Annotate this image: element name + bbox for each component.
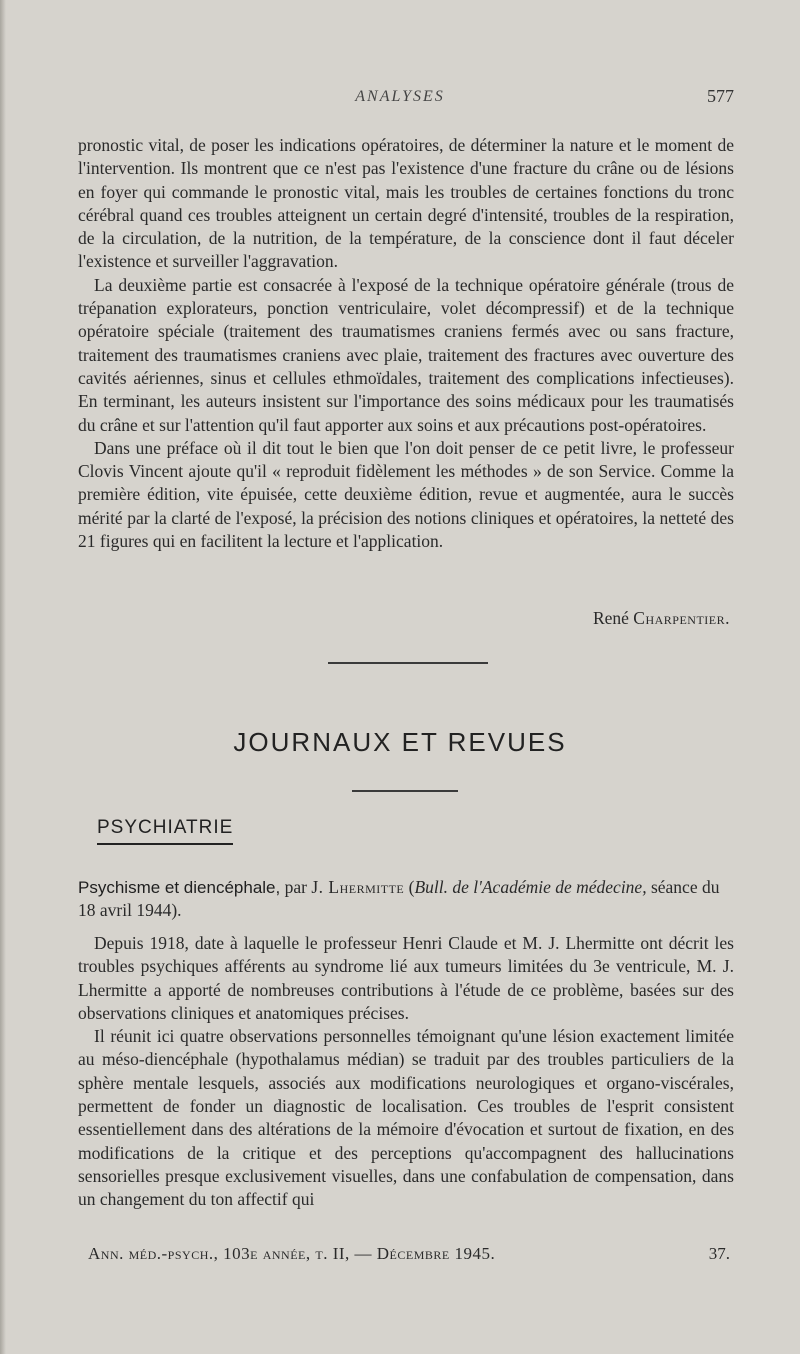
running-head-title: ANALYSES — [355, 88, 445, 105]
article-review-text — [78, 932, 734, 1212]
signature-first-name: René — [592, 608, 629, 628]
article-title: Psychisme et diencéphale, — [78, 878, 281, 897]
article-author: J. Lhermitte — [311, 877, 405, 897]
subsection-heading: PSYCHIATRIE — [97, 817, 233, 845]
article-journal: Bull. de l'Académie de médecine, — [414, 877, 647, 897]
article-paragraph: Depuis 1918, date à laquelle le professeur Henri Claude et M. J. Lhermitte ont décrit les troubles psychiques afférents au syndrome lié aux tumeurs limitées du 3e ventricule, M. J. Lhermitte a apporté de nombreuses contributions à l'étude de ce problème, basées sur des observations cliniques et anatomiques précises. — [78, 933, 734, 1023]
page-number: 577 — [707, 86, 734, 106]
article-journal-open: ( — [408, 877, 415, 897]
analysis-paragraph: La deuxième partie est consacrée à l'exposé de la technique opératoire générale (trous de trépanation explorateurs, ponction ventriculaire, volet décompressif) et de la technique opératoire spéciale (traitement des traumatismes craniens fermés avec ou sans fracture, traitement des traumatismes craniens avec plaie, traitement des fractures avec ouverture des cavités aériennes, sinus et cellules ethmoïdales, traitement des complications infectieuses). En terminant, les auteurs insistent sur l'importance des soins médicaux pour les traumatisés du crâne et sur l'attention qu'il faut apporter aux soins et aux précautions post-opératoires. — [78, 274, 734, 435]
article-heading — [78, 876, 738, 923]
article-date: séance du 18 avril 1944). — [78, 877, 720, 921]
signature-surname: Charpentier. — [633, 608, 730, 628]
article-by: par — [284, 877, 307, 897]
page-footer — [88, 1244, 738, 1268]
section-heading: JOURNAUX ET REVUES — [233, 727, 567, 757]
article-heading-line — [78, 876, 738, 923]
footer-signature-mark: 37. — [708, 1244, 730, 1263]
section-divider — [328, 662, 488, 664]
running-head — [0, 88, 800, 112]
analysis-paragraph: Dans une préface où il dit tout le bien que l'on doit penser de ce petit livre, le professeur Clovis Vincent ajoute qu'il « reproduit fidèlement les méthodes » de son Service. Comme la première édition, vite épuisée, cette deuxième édition, revue et augmentée, aura le succès mérité par la clarté de l'exposé, la précision des notions cliniques et opératoires, la netteté des 21 figures qui en facilitent la lecture et l'application. — [78, 437, 734, 552]
article-paragraph: Il réunit ici quatre observations personnelles témoignant qu'une lésion exactement limitée au méso-diencéphale (hypothalamus médian) se traduit par des troubles particuliers de la sphère mentale lesquels, associés aux modifications neurologiques et organo-viscérales, permettent de fonder un diagnostic de localisation. Ces troubles de l'esprit consistent essentiellement dans des altérations de la mémoire d'évocation et surtout de fixation, en des modifications de la critique et des perceptions qu'accompagnent des hallucinations sensorielles presque exclusivement visuelles, dans une confabulation de compensation, dans un changement du ton affectif qui — [78, 1026, 734, 1210]
analysis-paragraph: pronostic vital, de poser les indications opératoires, de déterminer la nature et le moment de l'intervention. Ils montrent que ce n'est pas l'existence d'une fracture du crâne ou de lésions en foyer qui commande le pronostic vital, mais les troubles de certaines fonctions du tronc cérébral quand ces troubles atteignent un certain degré d'intensité, troubles de la respiration, de la circulation, de la nutrition, de la température, de la conscience dont il faut déceler l'existence et surveiller l'aggravation. — [78, 135, 734, 272]
review-signature — [593, 608, 730, 629]
footer-journal-line: Ann. méd.-psych., 103e année, t. II, — Décembre 1945. — [88, 1244, 496, 1263]
heading-underline — [352, 790, 458, 792]
page-edge-shadow — [0, 0, 6, 1354]
analysis-text — [78, 134, 734, 553]
